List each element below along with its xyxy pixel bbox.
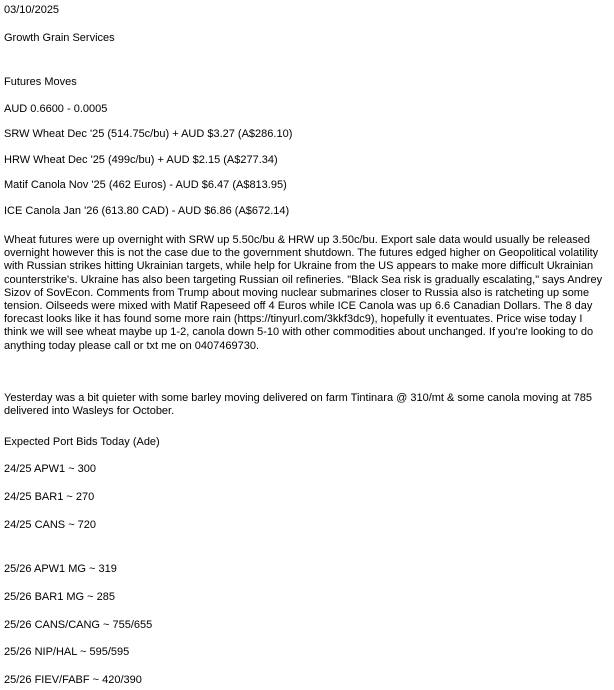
futures-line-srw-wheat: SRW Wheat Dec '25 (514.75c/bu) + AUD $3.27 (A$286.10) [4, 128, 293, 140]
bid-new-bar1: 25/26 BAR1 MG ~ 285 [4, 591, 115, 603]
bid-new-cans-cang: 25/26 CANS/CANG ~ 755/655 [4, 619, 153, 631]
report-date: 03/10/2025 [4, 4, 60, 16]
bid-old-bar1: 24/25 BAR1 ~ 270 [4, 491, 95, 503]
bid-old-apw1: 24/25 APW1 ~ 300 [4, 463, 97, 475]
trade-activity: Yesterday was a bit quieter with some barley moving delivered on farm Tintinara @ 310/mt & some canola moving at 785 delivered into Wasleys for October. [4, 392, 592, 418]
bid-new-nip-hal: 25/26 NIP/HAL ~ 595/595 [4, 646, 130, 658]
futures-line-ice-canola: ICE Canola Jan '26 (613.80 CAD) - AUD $6.86 (A$672.14) [4, 205, 290, 217]
futures-line-matif-canola: Matif Canola Nov '25 (462 Euros) - AUD $6.47 (A$813.95) [4, 179, 287, 191]
company-name: Growth Grain Services [4, 32, 115, 44]
futures-line-hrw-wheat: HRW Wheat Dec '25 (499c/bu) + AUD $2.15 (A$277.34) [4, 154, 278, 166]
futures-line-aud: AUD 0.6600 - 0.0005 [4, 103, 108, 115]
port-bids-heading: Expected Port Bids Today (Ade) [4, 436, 160, 448]
bid-old-cans: 24/25 CANS ~ 720 [4, 519, 97, 531]
futures-heading: Futures Moves [4, 76, 77, 88]
bid-new-apw1: 25/26 APW1 MG ~ 319 [4, 563, 117, 575]
bid-new-fiev-fabf: 25/26 FIEV/FABF ~ 420/390 [4, 674, 142, 686]
market-commentary: Wheat futures were up overnight with SRW up 5.50c/bu & HRW up 3.50c/bu. Export sale data would usually be released overnight however this is not the case due to the government shutdown. The futures edged higher on Geopolitical volatility with Russian strikes hitting Ukrainian targets, while help for Ukraine from the US appears to make more difficult Ukrainian counterstrike's. Ukraine has also been targeting Russian oil refineries. "Black Sea risk is gradually escalating," says Andrey Sizov of SovEcon. Comments from Trump about moving nuclear submarines closer to Russia also is ratcheting up some tension. Oilseeds were mixed with Matif Rapeseed off 4 Euros while ICE Canola was up 6.6 Canadian Dollars. The 8 day forecast looks like it has found some more rain (https://tinyurl.com/3kkf3dc9), hopefully it eventuates. Price wise today I think we will see wheat maybe up 1-2, canola down 5-10 with other commodities about unchanged. If you're looking to do anything today please call or txt me on 0407469730. [4, 234, 603, 352]
